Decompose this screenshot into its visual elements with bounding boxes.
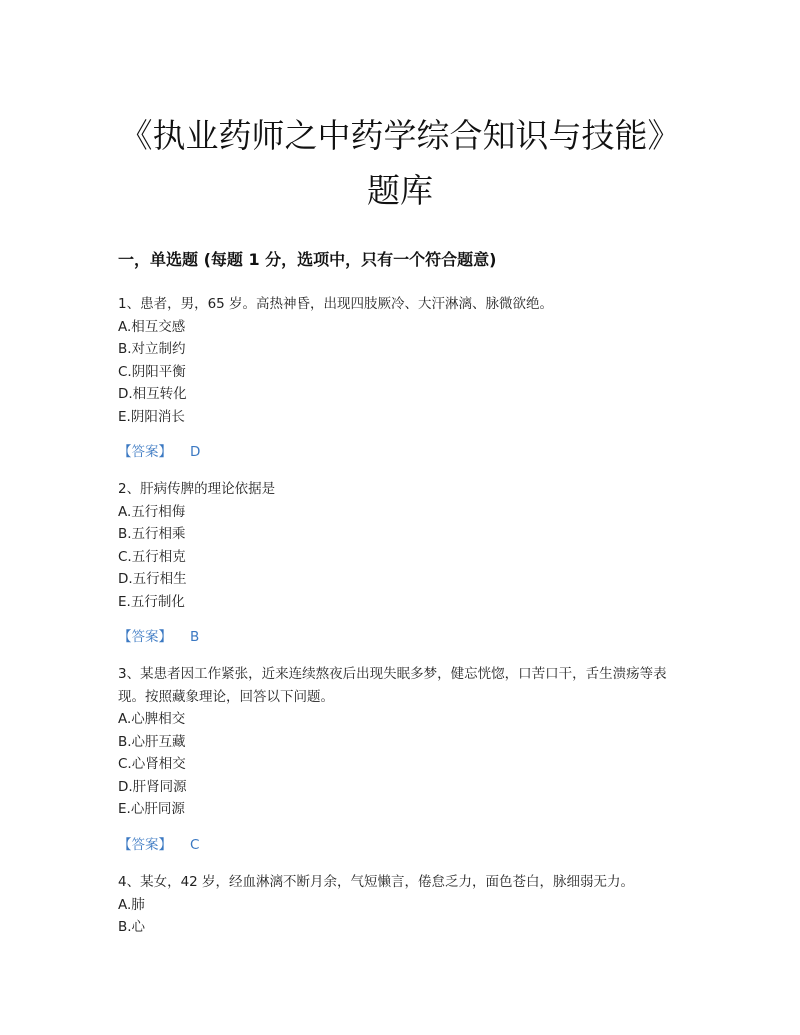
answer-label: 【答案】 (118, 629, 172, 645)
option-list (118, 316, 678, 429)
option-list (118, 708, 678, 821)
option-c: C.阴阳平衡 (118, 363, 186, 380)
option-e: E.五行制化 (118, 593, 185, 610)
answer-value: D (190, 444, 201, 460)
answer-row (118, 626, 678, 648)
question-stem: 3、某患者因工作紧张，近来连续熬夜后出现失眠多梦，健忘恍惚，口苦口干，舌生溃疡等表现。按照藏象理论，回答以下问题。 (118, 666, 667, 705)
option-c: C.心肾相交 (118, 756, 186, 772)
option-d: D.五行相生 (118, 571, 187, 587)
option-d: D.相互转化 (118, 386, 187, 402)
option-b: B.心肝互藏 (118, 733, 186, 750)
answer-row (118, 441, 678, 463)
option-list (118, 894, 678, 939)
answer-label: 【答案】 (118, 836, 172, 853)
answer-value: C (190, 836, 200, 853)
option-e: E.阴阳消长 (118, 408, 185, 425)
option-a: A.肺 (118, 896, 145, 913)
question-stem: 1、患者，男，65 岁。高热神昏，出现四肢厥冷、大汗淋漓、脉微欲绝。 (118, 296, 554, 312)
document-title: 《执业药师之中药学综合知识与技能》题库 (119, 116, 681, 210)
option-a: A.相互交感 (118, 318, 186, 335)
option-d: D.肝肾同源 (118, 778, 187, 795)
option-e: E.心肝同源 (118, 801, 185, 817)
option-list (118, 501, 678, 614)
answer-row (118, 834, 678, 856)
option-a: A.心脾相交 (118, 711, 186, 727)
option-a: A.五行相侮 (118, 503, 186, 520)
option-b: B.对立制约 (118, 341, 186, 357)
question-4 (118, 871, 678, 939)
answer-value: B (190, 629, 200, 645)
answer-label: 【答案】 (118, 444, 172, 460)
option-b: B.五行相乘 (118, 526, 186, 542)
question-1 (118, 293, 678, 463)
question-stem: 4、某女，42 岁，经血淋漓不断月余，气短懒言，倦怠乏力，面色苍白，脉细弱无力。 (118, 874, 635, 890)
question-stem: 2、肝病传脾的理论依据是 (118, 481, 276, 497)
question-2 (118, 478, 678, 648)
option-c: C.五行相克 (118, 548, 186, 565)
option-b: B.心 (118, 919, 146, 935)
section-heading: 一，单选题 (每题 1 分，选项中，只有一个符合题意) (118, 250, 497, 269)
question-3 (118, 663, 678, 856)
